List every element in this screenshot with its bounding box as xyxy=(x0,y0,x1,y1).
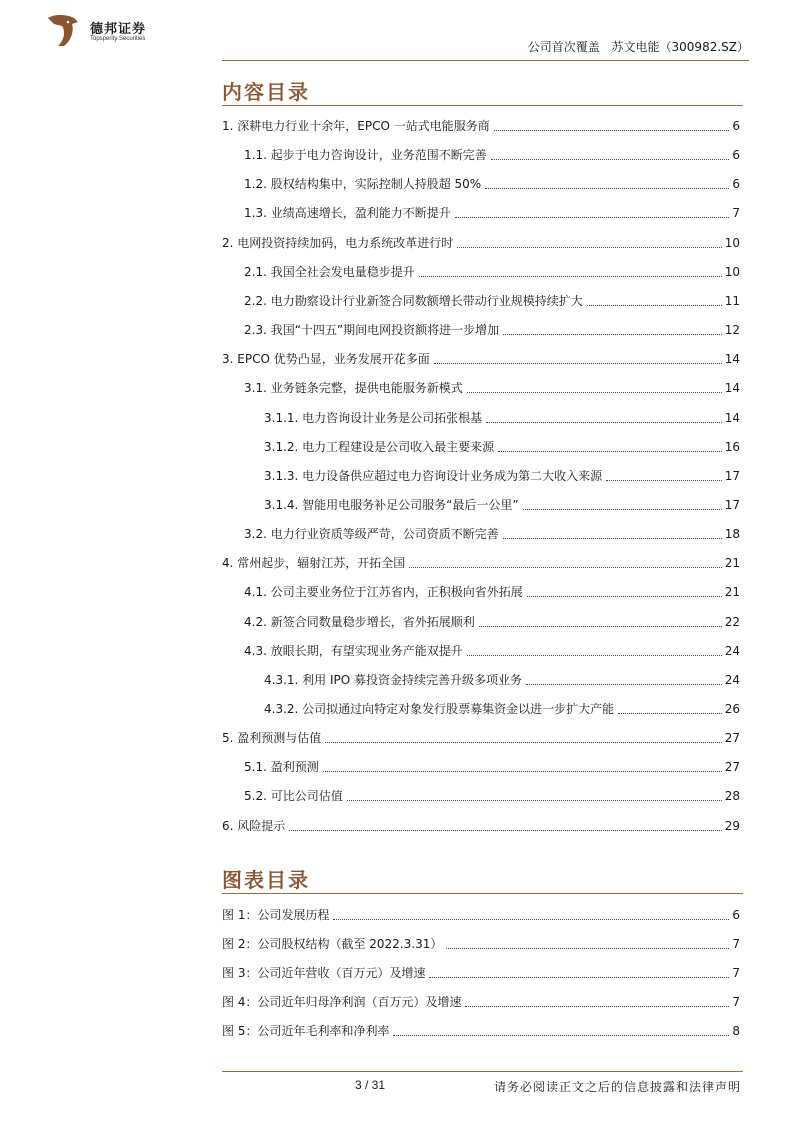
dot-leader xyxy=(465,1006,729,1007)
disclaimer-note: 请务必阅读正文之后的信息披露和法律声明 xyxy=(493,1080,741,1094)
dot-leader xyxy=(526,684,722,685)
entry-page-number: 26 xyxy=(724,702,740,716)
entry-title: 图 5：公司近年毛利率和净利率 xyxy=(222,1024,390,1038)
dot-leader xyxy=(503,334,722,335)
dot-leader xyxy=(323,771,722,772)
entry-title: 图 4：公司近年归母净利润（百万元）及增速 xyxy=(222,995,462,1009)
dot-leader xyxy=(409,567,721,568)
toc-entry[interactable] xyxy=(244,204,740,222)
entry-page-number: 6 xyxy=(732,119,740,133)
dot-leader xyxy=(494,130,730,131)
dot-leader xyxy=(491,159,730,160)
dot-leader xyxy=(455,217,730,218)
entry-page-number: 28 xyxy=(724,789,740,804)
entry-title: 图 1：公司发展历程 xyxy=(222,908,330,922)
dot-leader xyxy=(429,977,729,978)
dot-leader xyxy=(419,276,722,277)
entry-page-number: 7 xyxy=(732,995,740,1009)
dot-leader xyxy=(498,451,722,452)
entry-title: 6. 风险提示 xyxy=(222,818,286,833)
entry-page-number: 8 xyxy=(732,1024,740,1038)
logo-cn-text: 德邦证券 xyxy=(90,22,147,37)
dot-leader xyxy=(503,538,722,539)
footer-divider xyxy=(222,1071,743,1072)
toc-entry[interactable] xyxy=(244,613,740,631)
entry-page-number: 24 xyxy=(724,672,740,687)
entry-title: 4.3. 放眼长期，有望实现业务产能双提升 xyxy=(244,643,463,658)
dot-leader xyxy=(486,422,722,423)
dot-leader xyxy=(485,188,729,189)
toc-entry[interactable] xyxy=(264,496,740,514)
toc-entry[interactable] xyxy=(244,525,740,543)
entry-title: 3.1.2. 电力工程建设是公司收入最主要来源 xyxy=(264,439,495,454)
dot-leader xyxy=(333,919,729,920)
entry-title: 1.1. 起步于电力咨询设计，业务范围不断完善 xyxy=(244,148,487,163)
toc-entry[interactable] xyxy=(222,234,740,252)
toc-entry[interactable] xyxy=(244,787,740,805)
entry-title: 2. 电网投资持续加码，电力系统改革进行时 xyxy=(222,235,454,250)
entry-page-number: 17 xyxy=(724,468,740,483)
entry-page-number: 6 xyxy=(732,177,740,192)
figure-title-divider xyxy=(222,893,743,894)
dot-leader xyxy=(523,509,722,510)
logo-en-text: Topsperity Securities xyxy=(90,36,146,42)
toc-title: 内容目录 xyxy=(222,80,310,104)
dot-leader xyxy=(618,713,722,714)
toc-entry[interactable] xyxy=(244,175,740,193)
figure-entry[interactable] xyxy=(222,935,740,953)
entry-title: 2.3. 我国“十四五”期间电网投资额将进一步增加 xyxy=(244,323,500,338)
entry-page-number: 29 xyxy=(724,818,740,833)
entry-page-number: 7 xyxy=(732,966,740,980)
dot-leader xyxy=(446,948,729,949)
toc-entry[interactable] xyxy=(244,642,740,660)
toc-entry[interactable] xyxy=(264,671,740,689)
company-logo xyxy=(44,12,194,56)
figure-entry[interactable] xyxy=(222,1022,740,1040)
entry-page-number: 10 xyxy=(724,235,740,250)
toc-entry[interactable] xyxy=(222,350,740,368)
toc-entry[interactable] xyxy=(244,263,740,281)
entry-title: 1.2. 股权结构集中，实际控制人持股超 50% xyxy=(244,177,482,192)
entry-page-number: 16 xyxy=(724,439,740,454)
entry-title: 4. 常州起步，辐射江苏，开拓全国 xyxy=(222,556,406,571)
toc-entry[interactable] xyxy=(244,292,740,310)
entry-page-number: 18 xyxy=(724,527,740,542)
entry-title: 1. 深耕电力行业十余年，EPCO 一站式电能服务商 xyxy=(222,119,490,133)
toc-entry[interactable] xyxy=(222,117,740,135)
figure-entry[interactable] xyxy=(222,906,740,924)
entry-page-number: 14 xyxy=(724,410,740,425)
entry-page-number: 22 xyxy=(724,614,740,629)
entry-page-number: 21 xyxy=(724,585,740,600)
dot-leader xyxy=(393,1035,729,1036)
entry-page-number: 14 xyxy=(724,352,740,367)
entry-title: 3.1.3. 电力设备供应超过电力咨询设计业务成为第二大收入来源 xyxy=(264,468,603,483)
dot-leader xyxy=(527,596,722,597)
toc-entry[interactable] xyxy=(264,700,740,718)
entry-title: 3.2. 电力行业资质等级严苛，公司资质不断完善 xyxy=(244,527,499,542)
entry-title: 4.2. 新签合同数量稳步增长，省外拓展顺利 xyxy=(244,614,475,629)
entry-page-number: 6 xyxy=(732,908,740,922)
dot-leader xyxy=(467,392,722,393)
entry-title: 4.3.1. 利用 IPO 募投资金持续完善升级多项业务 xyxy=(264,672,523,687)
entry-title: 3.1.4. 智能用电服务补足公司服务“最后一公里” xyxy=(264,497,519,512)
entry-page-number: 21 xyxy=(724,556,740,571)
entry-title: 5. 盈利预测与估值 xyxy=(222,731,322,746)
entry-title: 2.2. 电力勘察设计行业新签合同数额增长带动行业规模持续扩大 xyxy=(244,293,583,308)
dot-leader xyxy=(479,626,722,627)
figure-entry[interactable] xyxy=(222,993,740,1011)
toc-entry[interactable] xyxy=(264,409,740,427)
entry-page-number: 12 xyxy=(724,323,740,338)
entry-page-number: 6 xyxy=(732,148,740,163)
entry-page-number: 17 xyxy=(724,497,740,512)
toc-entry[interactable] xyxy=(264,438,740,456)
entry-title: 图 2：公司股权结构（截至 2022.3.31） xyxy=(222,937,443,951)
entry-title: 4.3.2. 公司拟通过向特定对象发行股票募集资金以进一步扩大产能 xyxy=(264,702,615,716)
entry-title: 4.1. 公司主要业务位于江苏省内，正积极向省外拓展 xyxy=(244,585,523,600)
figure-list-title: 图表目录 xyxy=(222,868,310,892)
header-report-info xyxy=(528,38,749,55)
toc-entry[interactable] xyxy=(222,817,740,835)
dot-leader xyxy=(606,480,722,481)
entry-title: 5.1. 盈利预测 xyxy=(244,760,319,775)
entry-page-number: 24 xyxy=(724,643,740,658)
toc-entry[interactable] xyxy=(244,321,740,339)
entry-title: 1.3. 业绩高速增长，盈利能力不断提升 xyxy=(244,206,451,221)
toc-entry[interactable] xyxy=(264,467,740,485)
entry-page-number: 7 xyxy=(732,937,740,951)
dot-leader xyxy=(325,742,721,743)
toc-entry[interactable] xyxy=(222,554,740,572)
entry-page-number: 27 xyxy=(724,731,740,746)
entry-page-number: 27 xyxy=(724,760,740,775)
toc-entry[interactable] xyxy=(244,758,740,776)
toc-entry[interactable] xyxy=(222,729,740,747)
report-type: 公司首次覆盖 xyxy=(527,40,600,54)
dot-leader xyxy=(289,830,721,831)
entry-page-number: 10 xyxy=(724,264,740,279)
toc-entry[interactable] xyxy=(244,379,740,397)
dot-leader xyxy=(587,305,722,306)
dot-leader xyxy=(434,363,722,364)
entry-title: 3.1.1. 电力咨询设计业务是公司拓张根基 xyxy=(264,410,483,425)
header-divider xyxy=(222,60,749,61)
entry-title: 2.1. 我国全社会发电量稳步提升 xyxy=(244,264,415,279)
entry-title: 图 3：公司近年营收（百万元）及增速 xyxy=(222,966,426,980)
dot-leader xyxy=(467,655,722,656)
toc-entry[interactable] xyxy=(244,146,740,164)
entry-page-number: 11 xyxy=(724,293,740,308)
page-number: 3 / 31 xyxy=(355,1078,386,1092)
entry-page-number: 14 xyxy=(724,381,740,396)
entry-title: 5.2. 可比公司估值 xyxy=(244,789,343,804)
toc-entry[interactable] xyxy=(244,583,740,601)
entry-title: 3. EPCO 优势凸显，业务发展开花多面 xyxy=(222,352,430,367)
entry-title: 3.1. 业务链条完整，提供电能服务新模式 xyxy=(244,381,463,396)
dot-leader xyxy=(347,800,722,801)
page-header xyxy=(0,0,793,66)
logo-mark-icon xyxy=(44,12,84,52)
dot-leader xyxy=(457,247,721,248)
entry-page-number: 7 xyxy=(732,206,740,221)
toc-title-divider xyxy=(222,105,743,106)
company-name: 苏文电能（300982.SZ） xyxy=(611,40,749,54)
figure-entry[interactable] xyxy=(222,964,740,982)
